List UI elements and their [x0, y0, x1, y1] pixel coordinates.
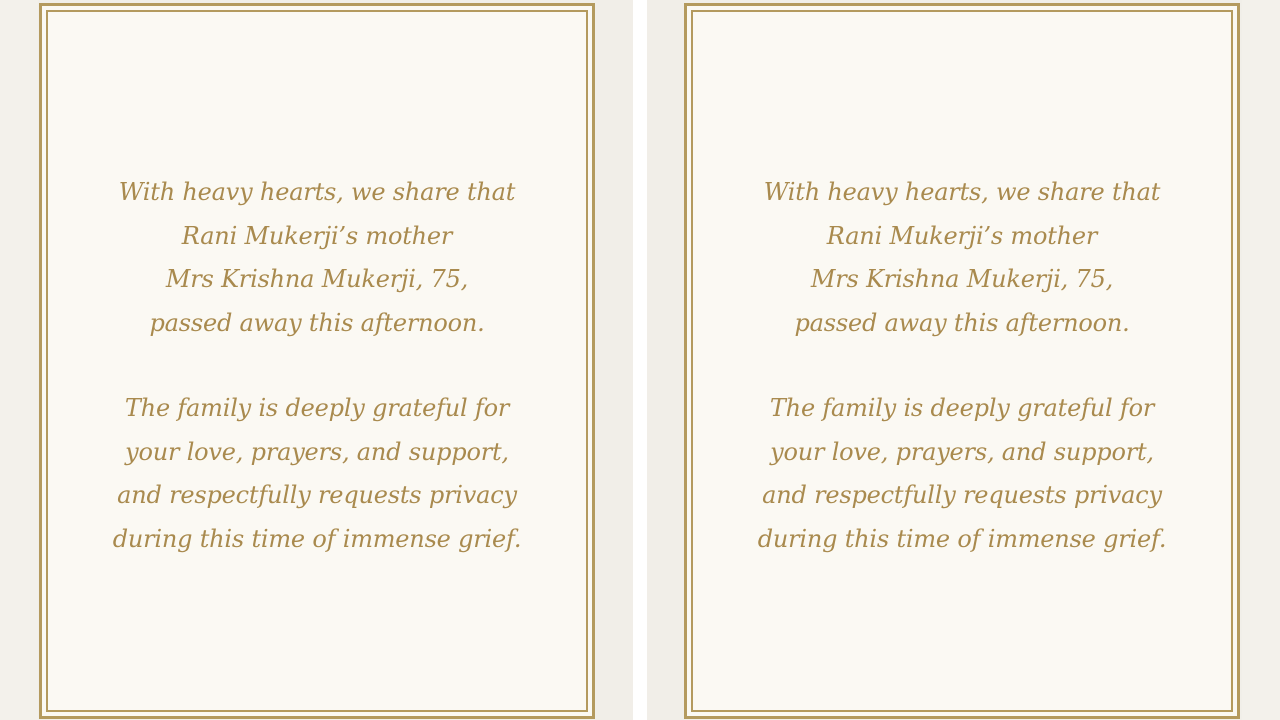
message-line: during this time of immense grief.	[757, 524, 1167, 553]
message-line: your love, prayers, and support,	[125, 437, 509, 466]
message-line: Rani Mukerji’s mother	[826, 221, 1098, 250]
condolence-card-left	[39, 3, 595, 719]
left-margin	[0, 0, 38, 720]
message-line: passed away this afternoon.	[149, 308, 485, 337]
message-line: Rani Mukerji’s mother	[181, 221, 453, 250]
message-line: With heavy hearts, we share that	[118, 178, 516, 206]
message-line: The family is deeply grateful for	[769, 394, 1155, 422]
center-divider	[633, 0, 647, 720]
message-line: your love, prayers, and support,	[770, 437, 1154, 466]
card-message	[687, 171, 1237, 561]
message-line: The family is deeply grateful for	[124, 394, 510, 422]
condolence-card-right	[684, 3, 1240, 719]
paragraph-gap	[42, 345, 592, 387]
right-margin	[1242, 0, 1280, 720]
paragraph-gap	[687, 345, 1237, 387]
message-line: and respectfully requests privacy	[762, 481, 1162, 509]
message-line: passed away this afternoon.	[794, 308, 1130, 337]
card-message	[42, 171, 592, 561]
message-line: during this time of immense grief.	[112, 524, 522, 553]
message-line: and respectfully requests privacy	[117, 481, 517, 509]
message-line: With heavy hearts, we share that	[763, 178, 1161, 206]
message-line: Mrs Krishna Mukerji, 75,	[165, 265, 469, 293]
message-line: Mrs Krishna Mukerji, 75,	[810, 265, 1114, 293]
